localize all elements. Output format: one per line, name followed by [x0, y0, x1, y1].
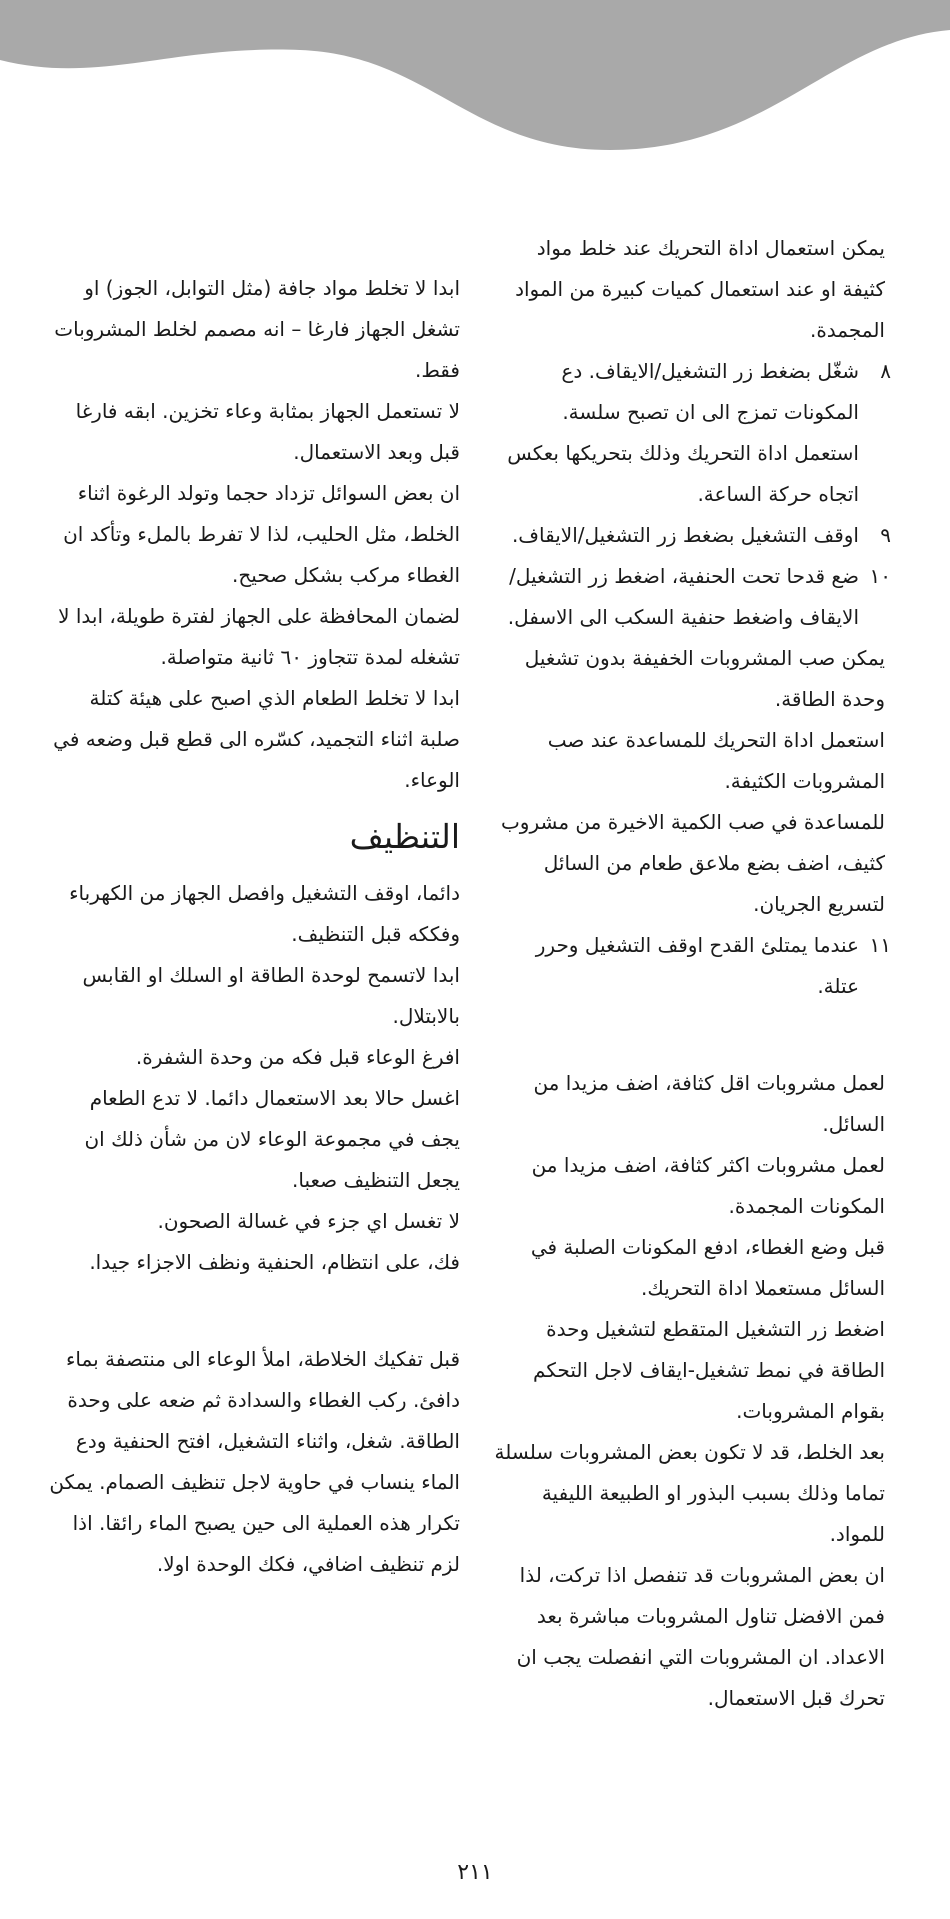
warning-dry: ابدا لا تخلط مواد جافة (مثل التوابل، الجوز) او تشغل الجهاز فارغا – انه مصمم لخلط المشروبات فقط.	[54, 276, 460, 382]
step-11-number: ١١	[869, 933, 891, 957]
step-11-text: عندما يمتلئ القدح اوقف التشغيل وحرر عتلة.	[535, 933, 859, 998]
clean-valve: قبل تفكيك الخلاطة، املأ الوعاء الى منتصفة بماء دافئ. ركب الغطاء والسدادة ثم ضعه على وحدة الطاقة. شغل، واثناء التشغيل، افتح الحنفية ودع الماء ينساب في حاوية لاجل تنظيف الصمام. يمكن تكرار هذه العملية الى حين يصبح الماء رائقا. اذا لزم تنظيف اضافي، فكك الوحدة اولا.	[49, 1347, 460, 1576]
clean-tap: فك، على انتظام، الحنفية ونظف الاجزاء جيدا.	[89, 1250, 460, 1274]
clean-no-dishwasher: لا تغسل اي جزء في غسالة الصحون.	[157, 1209, 460, 1233]
step-8-number: ٨	[880, 359, 891, 383]
cleaning-heading: التنظيف	[349, 817, 460, 856]
tip-pulse: اضغط زر التشغيل المتقطع لتشغيل وحدة الطاقة في نمط تشغيل-ايقاف لاجل التحكم بقوام المشروبات.	[533, 1317, 885, 1423]
note-thick-drinks: استعمل اداة التحريك للمساعدة عند صب المشروبات الكثيفة.	[547, 728, 885, 793]
left-column	[48, 268, 460, 1585]
step-11	[493, 925, 891, 1007]
warning-frozen: ابدا لا تخلط الطعام الذي اصبح على هيئة كتلة صلبة اثناء التجميد، كسّره الى قطع قبل وضعه في الوعاء.	[53, 686, 460, 792]
page-number: ٢١١	[457, 1860, 493, 1885]
tip-before-lid: قبل وضع الغطاء، ادفع المكونات الصلبة في السائل مستعملا اداة التحريك.	[530, 1235, 885, 1300]
clean-no-wet: ابدا لاتسمح لوحدة الطاقة او السلك او القابس بالابتلال.	[82, 963, 460, 1028]
clean-empty: افرغ الوعاء قبل فكه من وحدة الشفرة.	[135, 1045, 460, 1069]
step-10	[493, 556, 891, 638]
right-column	[493, 228, 891, 1719]
tip-separation: ان بعض المشروبات قد تنفصل اذا تركت، لذا فمن الافضل تناول المشروبات مباشرة بعد الاعداد. ان المشروبات التي انفصلت يجب ان تحرك قبل الاستعمال.	[516, 1563, 885, 1710]
step-8-text: شغّل بضغط زر التشغيل/الايقاف. دع المكونات تمزج الى ان تصبح سلسة. استعمل اداة التحريك وذلك بتحريكها بعكس اتجاه حركة الساعة.	[507, 359, 859, 506]
clean-wash: اغسل حالا بعد الاستعمال دائما. لا تدع الطعام يجف في مجموعة الوعاء لان من شأن ذلك ان يجعل التنظيف صعبا.	[84, 1086, 460, 1192]
warning-duration: لضمان المحافظة على الجهاز لفترة طويلة، ابدا لا تشغله لمدة تتجاوز ٦٠ ثانية متواصلة.	[58, 604, 460, 669]
tip-thicker: لعمل مشروبات اكثر كثافة، اضف مزيدا من المكونات المجمدة.	[531, 1153, 885, 1218]
clean-unplug: دائما، اوقف التشغيل وافصل الجهاز من الكهرباء وفككه قبل التنظيف.	[69, 881, 460, 946]
warning-foam: ان بعض السوائل تزداد حجما وتولد الرغوة اثناء الخلط، مثل الحليب، لذا لا تفرط بالملء وتأكد ان الغطاء مركب بشكل صحيح.	[63, 481, 460, 587]
intro-text: يمكن استعمال اداة التحريك عند خلط مواد كثيفة او عند استعمال كميات كبيرة من المواد المجمدة.	[515, 236, 885, 342]
step-9-text: اوقف التشغيل بضغط زر التشغيل/الايقاف.	[511, 523, 859, 547]
tip-after-blend: بعد الخلط، قد لا تكون بعض المشروبات سلسلة تماما وذلك بسبب البذور او الطبيعة الليفية للمواد.	[494, 1440, 885, 1546]
tip-thinner: لعمل مشروبات اقل كثافة، اضف مزيدا من السائل.	[533, 1071, 885, 1136]
step-9-number: ٩	[880, 523, 891, 547]
header-wave	[0, 0, 950, 160]
step-10-text: ضع قدحا تحت الحنفية، اضغط زر التشغيل/الايقاف واضغط حنفية السكب الى الاسفل.	[507, 564, 859, 629]
step-10-number: ١٠	[869, 564, 891, 588]
note-light-drinks: يمكن صب المشروبات الخفيفة بدون تشغيل وحدة الطاقة.	[524, 646, 885, 711]
step-8	[493, 351, 891, 515]
note-last-amount: للمساعدة في صب الكمية الاخيرة من مشروب كثيف، اضف بضع ملاعق طعام من السائل لتسريع الجريان.	[500, 810, 885, 916]
step-9	[493, 515, 891, 556]
warning-storage: لا تستعمل الجهاز بمثابة وعاء تخزين. ابقه فارغا قبل وبعد الاستعمال.	[75, 399, 460, 464]
